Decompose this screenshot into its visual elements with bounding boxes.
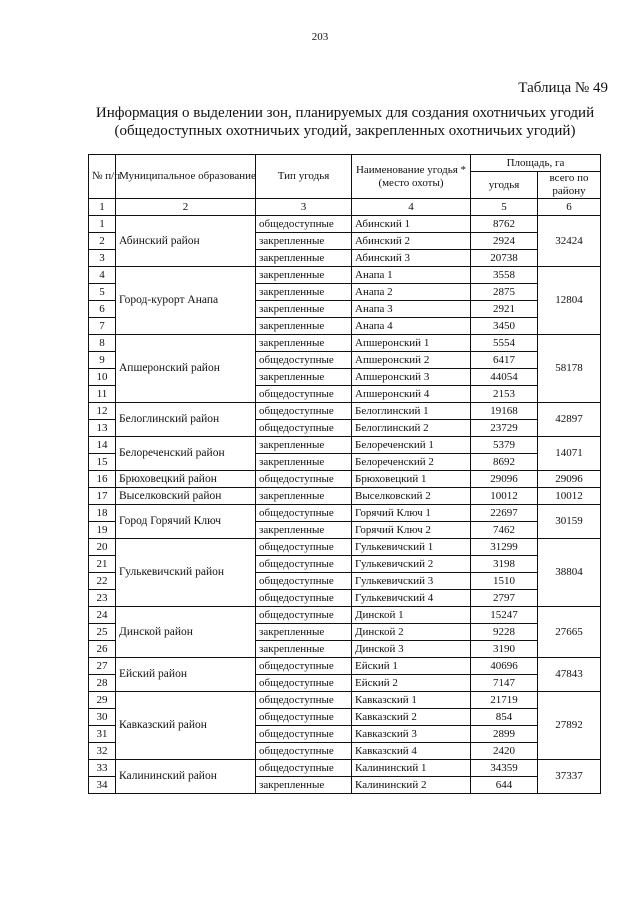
ground-area: 5379 bbox=[471, 437, 538, 454]
municipality-name: Динской район bbox=[116, 607, 256, 658]
table-row bbox=[89, 216, 601, 233]
ground-type: закрепленные bbox=[256, 250, 352, 267]
ground-area: 34359 bbox=[471, 760, 538, 777]
ground-type: общедоступные bbox=[256, 471, 352, 488]
header-area-total: всего по району bbox=[538, 172, 601, 199]
header-area-ground: угодья bbox=[471, 172, 538, 199]
ground-type: закрепленные bbox=[256, 488, 352, 505]
district-total-area: 37337 bbox=[538, 760, 601, 794]
ground-name: Белоглинский 1 bbox=[352, 403, 471, 420]
ground-type: общедоступные bbox=[256, 743, 352, 760]
municipality-name: Белореченский район bbox=[116, 437, 256, 471]
row-number: 7 bbox=[89, 318, 116, 335]
ground-area: 29096 bbox=[471, 471, 538, 488]
row-number: 27 bbox=[89, 658, 116, 675]
ground-name: Апшеронский 4 bbox=[352, 386, 471, 403]
municipality-name: Белоглинский район bbox=[116, 403, 256, 437]
ground-name: Анапа 2 bbox=[352, 284, 471, 301]
ground-type: закрепленные bbox=[256, 437, 352, 454]
ground-area: 8762 bbox=[471, 216, 538, 233]
ground-name: Гулькевичский 2 bbox=[352, 556, 471, 573]
row-number: 15 bbox=[89, 454, 116, 471]
ground-type: закрепленные bbox=[256, 641, 352, 658]
ground-area: 23729 bbox=[471, 420, 538, 437]
ground-type: общедоступные bbox=[256, 658, 352, 675]
row-number: 9 bbox=[89, 352, 116, 369]
table-row bbox=[89, 539, 601, 556]
column-number: 3 bbox=[256, 199, 352, 216]
row-number: 13 bbox=[89, 420, 116, 437]
table-row bbox=[89, 607, 601, 624]
ground-area: 854 bbox=[471, 709, 538, 726]
ground-type: общедоступные bbox=[256, 403, 352, 420]
header-num: № п/п bbox=[89, 155, 116, 199]
ground-name: Ейский 2 bbox=[352, 675, 471, 692]
ground-area: 3198 bbox=[471, 556, 538, 573]
ground-area: 9228 bbox=[471, 624, 538, 641]
page-title bbox=[70, 104, 620, 140]
row-number: 4 bbox=[89, 267, 116, 284]
ground-area: 7147 bbox=[471, 675, 538, 692]
table-row bbox=[89, 403, 601, 420]
ground-area: 2875 bbox=[471, 284, 538, 301]
ground-area: 15247 bbox=[471, 607, 538, 624]
row-number: 23 bbox=[89, 590, 116, 607]
ground-type: общедоступные bbox=[256, 590, 352, 607]
ground-area: 6417 bbox=[471, 352, 538, 369]
ground-name: Гулькевичский 4 bbox=[352, 590, 471, 607]
header-type: Тип угодья bbox=[256, 155, 352, 199]
ground-name: Белоглинский 2 bbox=[352, 420, 471, 437]
table-header bbox=[89, 155, 601, 216]
ground-area: 3190 bbox=[471, 641, 538, 658]
ground-name: Анапа 4 bbox=[352, 318, 471, 335]
row-number: 12 bbox=[89, 403, 116, 420]
table-row bbox=[89, 760, 601, 777]
ground-type: общедоступные bbox=[256, 216, 352, 233]
column-number: 5 bbox=[471, 199, 538, 216]
district-total-area: 14071 bbox=[538, 437, 601, 471]
ground-name: Кавказский 4 bbox=[352, 743, 471, 760]
row-number: 10 bbox=[89, 369, 116, 386]
row-number: 33 bbox=[89, 760, 116, 777]
ground-type: закрепленные bbox=[256, 267, 352, 284]
table-row bbox=[89, 471, 601, 488]
header-name: Наименование угодья * (место охоты) bbox=[352, 155, 471, 199]
title-line-2: (общедоступных охотничьих угодий, закрепленных охотничьих угодий) bbox=[114, 123, 576, 139]
row-number: 29 bbox=[89, 692, 116, 709]
ground-type: закрепленные bbox=[256, 233, 352, 250]
table-body bbox=[89, 216, 601, 794]
table-row bbox=[89, 267, 601, 284]
ground-area: 31299 bbox=[471, 539, 538, 556]
row-number: 14 bbox=[89, 437, 116, 454]
row-number: 19 bbox=[89, 522, 116, 539]
ground-type: закрепленные bbox=[256, 318, 352, 335]
row-number: 3 bbox=[89, 250, 116, 267]
row-number: 34 bbox=[89, 777, 116, 794]
ground-name: Кавказский 3 bbox=[352, 726, 471, 743]
page-number: 203 bbox=[311, 31, 329, 43]
row-number: 28 bbox=[89, 675, 116, 692]
ground-type: общедоступные bbox=[256, 675, 352, 692]
table-row bbox=[89, 505, 601, 522]
ground-name: Выселковский 2 bbox=[352, 488, 471, 505]
ground-area: 10012 bbox=[471, 488, 538, 505]
ground-area: 3558 bbox=[471, 267, 538, 284]
ground-type: закрепленные bbox=[256, 369, 352, 386]
table-number: Таблица № 49 bbox=[518, 80, 608, 96]
row-number: 20 bbox=[89, 539, 116, 556]
municipality-name: Ейский район bbox=[116, 658, 256, 692]
table-row bbox=[89, 437, 601, 454]
ground-name: Динской 3 bbox=[352, 641, 471, 658]
ground-type: общедоступные bbox=[256, 352, 352, 369]
ground-name: Апшеронский 3 bbox=[352, 369, 471, 386]
row-number: 5 bbox=[89, 284, 116, 301]
municipality-name: Абинский район bbox=[116, 216, 256, 267]
ground-name: Калининский 2 bbox=[352, 777, 471, 794]
row-number: 1 bbox=[89, 216, 116, 233]
ground-area: 44054 bbox=[471, 369, 538, 386]
ground-name: Кавказский 1 bbox=[352, 692, 471, 709]
ground-name: Апшеронский 2 bbox=[352, 352, 471, 369]
ground-type: общедоступные bbox=[256, 420, 352, 437]
ground-name: Белореченский 2 bbox=[352, 454, 471, 471]
municipality-name: Кавказский район bbox=[116, 692, 256, 760]
ground-type: общедоступные bbox=[256, 607, 352, 624]
ground-name: Ейский 1 bbox=[352, 658, 471, 675]
ground-area: 21719 bbox=[471, 692, 538, 709]
ground-type: общедоступные bbox=[256, 539, 352, 556]
ground-area: 22697 bbox=[471, 505, 538, 522]
municipality-name: Гулькевичский район bbox=[116, 539, 256, 607]
ground-area: 20738 bbox=[471, 250, 538, 267]
ground-area: 2921 bbox=[471, 301, 538, 318]
row-number: 18 bbox=[89, 505, 116, 522]
row-number: 11 bbox=[89, 386, 116, 403]
ground-name: Апшеронский 1 bbox=[352, 335, 471, 352]
ground-name: Кавказский 2 bbox=[352, 709, 471, 726]
ground-type: общедоступные bbox=[256, 386, 352, 403]
district-total-area: 29096 bbox=[538, 471, 601, 488]
ground-name: Калининский 1 bbox=[352, 760, 471, 777]
ground-type: закрепленные bbox=[256, 454, 352, 471]
row-number: 25 bbox=[89, 624, 116, 641]
row-number: 6 bbox=[89, 301, 116, 318]
ground-name: Анапа 3 bbox=[352, 301, 471, 318]
row-number: 24 bbox=[89, 607, 116, 624]
ground-name: Гулькевичский 1 bbox=[352, 539, 471, 556]
ground-area: 5554 bbox=[471, 335, 538, 352]
ground-name: Анапа 1 bbox=[352, 267, 471, 284]
table-row bbox=[89, 658, 601, 675]
ground-type: закрепленные bbox=[256, 301, 352, 318]
header-area: Площадь, га bbox=[471, 155, 601, 172]
ground-name: Брюховецкий 1 bbox=[352, 471, 471, 488]
ground-type: общедоступные bbox=[256, 505, 352, 522]
municipality-name: Брюховецкий район bbox=[116, 471, 256, 488]
district-total-area: 27892 bbox=[538, 692, 601, 760]
row-number: 8 bbox=[89, 335, 116, 352]
ground-type: общедоступные bbox=[256, 692, 352, 709]
ground-area: 2153 bbox=[471, 386, 538, 403]
ground-name: Гулькевичский 3 bbox=[352, 573, 471, 590]
ground-area: 3450 bbox=[471, 318, 538, 335]
table-row bbox=[89, 335, 601, 352]
district-total-area: 38804 bbox=[538, 539, 601, 607]
municipality-name: Апшеронский район bbox=[116, 335, 256, 403]
ground-area: 644 bbox=[471, 777, 538, 794]
municipality-name: Выселковский район bbox=[116, 488, 256, 505]
row-number: 21 bbox=[89, 556, 116, 573]
ground-area: 2420 bbox=[471, 743, 538, 760]
ground-name: Абинский 2 bbox=[352, 233, 471, 250]
row-number: 26 bbox=[89, 641, 116, 658]
ground-name: Абинский 3 bbox=[352, 250, 471, 267]
ground-area: 7462 bbox=[471, 522, 538, 539]
ground-type: закрепленные bbox=[256, 624, 352, 641]
row-number: 30 bbox=[89, 709, 116, 726]
municipality-name: Калининский район bbox=[116, 760, 256, 794]
ground-type: общедоступные bbox=[256, 760, 352, 777]
ground-area: 8692 bbox=[471, 454, 538, 471]
ground-area: 2797 bbox=[471, 590, 538, 607]
title-line-1: Информация о выделении зон, планируемых для создания охотничьих угодий bbox=[95, 105, 595, 121]
ground-type: общедоступные bbox=[256, 556, 352, 573]
district-total-area: 32424 bbox=[538, 216, 601, 267]
district-total-area: 47843 bbox=[538, 658, 601, 692]
ground-type: общедоступные bbox=[256, 573, 352, 590]
ground-name: Абинский 1 bbox=[352, 216, 471, 233]
ground-name: Горячий Ключ 1 bbox=[352, 505, 471, 522]
municipality-name: Город Горячий Ключ bbox=[116, 505, 256, 539]
column-number: 2 bbox=[116, 199, 256, 216]
ground-type: закрепленные bbox=[256, 777, 352, 794]
ground-area: 2924 bbox=[471, 233, 538, 250]
municipality-name: Город-курорт Анапа bbox=[116, 267, 256, 335]
ground-type: закрепленные bbox=[256, 284, 352, 301]
row-number: 22 bbox=[89, 573, 116, 590]
hunting-zones-table bbox=[88, 154, 601, 794]
column-number: 1 bbox=[89, 199, 116, 216]
table-row bbox=[89, 488, 601, 505]
district-total-area: 30159 bbox=[538, 505, 601, 539]
ground-type: общедоступные bbox=[256, 709, 352, 726]
row-number: 2 bbox=[89, 233, 116, 250]
ground-area: 2899 bbox=[471, 726, 538, 743]
ground-area: 1510 bbox=[471, 573, 538, 590]
column-number: 4 bbox=[352, 199, 471, 216]
ground-name: Белореченский 1 bbox=[352, 437, 471, 454]
district-total-area: 10012 bbox=[538, 488, 601, 505]
row-number: 31 bbox=[89, 726, 116, 743]
ground-type: закрепленные bbox=[256, 335, 352, 352]
ground-area: 40696 bbox=[471, 658, 538, 675]
row-number: 17 bbox=[89, 488, 116, 505]
header-municipality: Муниципальное образование bbox=[116, 155, 256, 199]
ground-area: 19168 bbox=[471, 403, 538, 420]
ground-name: Динской 1 bbox=[352, 607, 471, 624]
district-total-area: 12804 bbox=[538, 267, 601, 335]
column-number: 6 bbox=[538, 199, 601, 216]
ground-name: Горячий Ключ 2 bbox=[352, 522, 471, 539]
district-total-area: 58178 bbox=[538, 335, 601, 403]
ground-type: закрепленные bbox=[256, 522, 352, 539]
table-row bbox=[89, 692, 601, 709]
ground-type: общедоступные bbox=[256, 726, 352, 743]
row-number: 32 bbox=[89, 743, 116, 760]
ground-name: Динской 2 bbox=[352, 624, 471, 641]
district-total-area: 27665 bbox=[538, 607, 601, 658]
row-number: 16 bbox=[89, 471, 116, 488]
district-total-area: 42897 bbox=[538, 403, 601, 437]
